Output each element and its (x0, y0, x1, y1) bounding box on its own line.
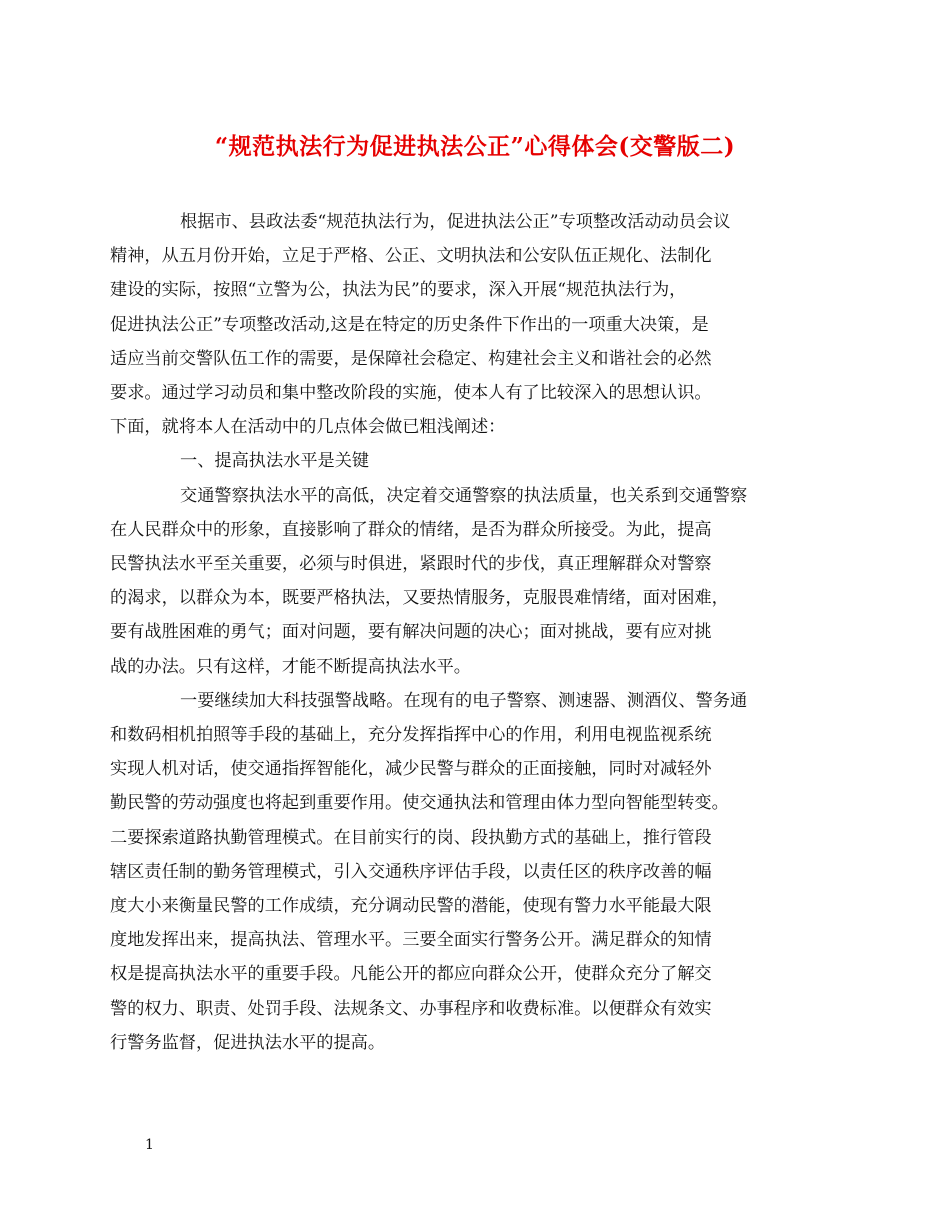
text-line: 要有战胜困难的勇气；面对问题，要有解决问题的决心；面对挑战，要有应对挑 (110, 622, 712, 643)
page-number: 1 (145, 1137, 154, 1153)
text-line: 警的权力、职责、处罚手段、法规条文、办事程序和收费标准。以便群众有效实 (110, 998, 712, 1019)
text-line: 和数码相机拍照等手段的基础上，充分发挥指挥中心的作用，利用电视监视系统 (110, 725, 712, 746)
text-line: 实现人机对话，使交通指挥智能化，减少民警与群众的正面接触，同时对减轻外 (110, 759, 712, 780)
text-line: 勤民警的劳动强度也将起到重要作用。使交通执法和管理由体力型向智能型转变。 (110, 793, 729, 814)
text-line: 要求。通过学习动员和集中整改阶段的实施，使本人有了比较深入的思想认识。 (110, 383, 712, 404)
text-line: 民警执法水平至关重要，必须与时俱进，紧跟时代的步伐，真正理解群众对警察 (110, 554, 712, 575)
text-line: 度大小来衡量民警的工作成绩，充分调动民警的潜能，使现有警力水平能最大限 (110, 896, 712, 917)
text-line: 交通警察执法水平的高低，决定着交通警察的执法质量，也关系到交通警察 (180, 485, 748, 506)
text-line: 一要继续加大科技强警战略。在现有的电子警察、测速器、测酒仪、警务通 (180, 690, 748, 711)
document-body (110, 205, 825, 1060)
text-line: 精神，从五月份开始，立足于严格、公正、文明执法和公安队伍正规化、法制化 (110, 246, 712, 267)
text-line: 在人民群众中的形象，直接影响了群众的情绪，是否为群众所接受。为此，提高 (110, 519, 712, 540)
text-line: 度地发挥出来，提高执法、管理水平。三要全面实行警务公开。满足群众的知情 (110, 930, 712, 951)
paragraph-measures (110, 684, 825, 1060)
paragraph-intro (110, 205, 825, 444)
text-line: 适应当前交警队伍工作的需要，是保障社会稳定、构建社会主义和谐社会的必然 (110, 348, 712, 369)
text-line: 权是提高执法水平的重要手段。凡能公开的都应向群众公开，使群众充分了解交 (110, 964, 712, 985)
document-title: “规范执法行为促进执法公正”心得体会(交警版二) (214, 133, 736, 160)
text-line: 促进执法公正”专项整改活动,这是在特定的历史条件下作出的一项重大决策，是 (110, 314, 709, 335)
text-line: 建设的实际，按照“立警为公，执法为民”的要求，深入开展“规范执法行为， (110, 280, 687, 301)
paragraph-execution-level (110, 479, 825, 684)
text-line: 的渴求，以群众为本，既要严格执法，又要热情服务，克服畏难情绪，面对困难， (110, 588, 729, 609)
text-line: 行警务监督，促进执法水平的提高。 (110, 1032, 386, 1053)
section-heading (145, 444, 825, 478)
text-line: 下面，就将本人在活动中的几点体会做已粗浅阐述： (110, 417, 506, 438)
text-line: 辖区责任制的勤务管理模式，引入交通秩序评估手段，以责任区的秩序改善的幅 (110, 861, 712, 882)
text-line: 二要探索道路执勤管理模式。在目前实行的岗、段执勤方式的基础上，推行管段 (110, 827, 712, 848)
text-line: 战的办法。只有这样，才能不断提高执法水平。 (110, 656, 471, 677)
text-line: 根据市、县政法委“规范执法行为，促进执法公正”专项整改活动动员会议 (180, 212, 731, 232)
text-line: 一、提高执法水平是关键 (180, 451, 370, 472)
